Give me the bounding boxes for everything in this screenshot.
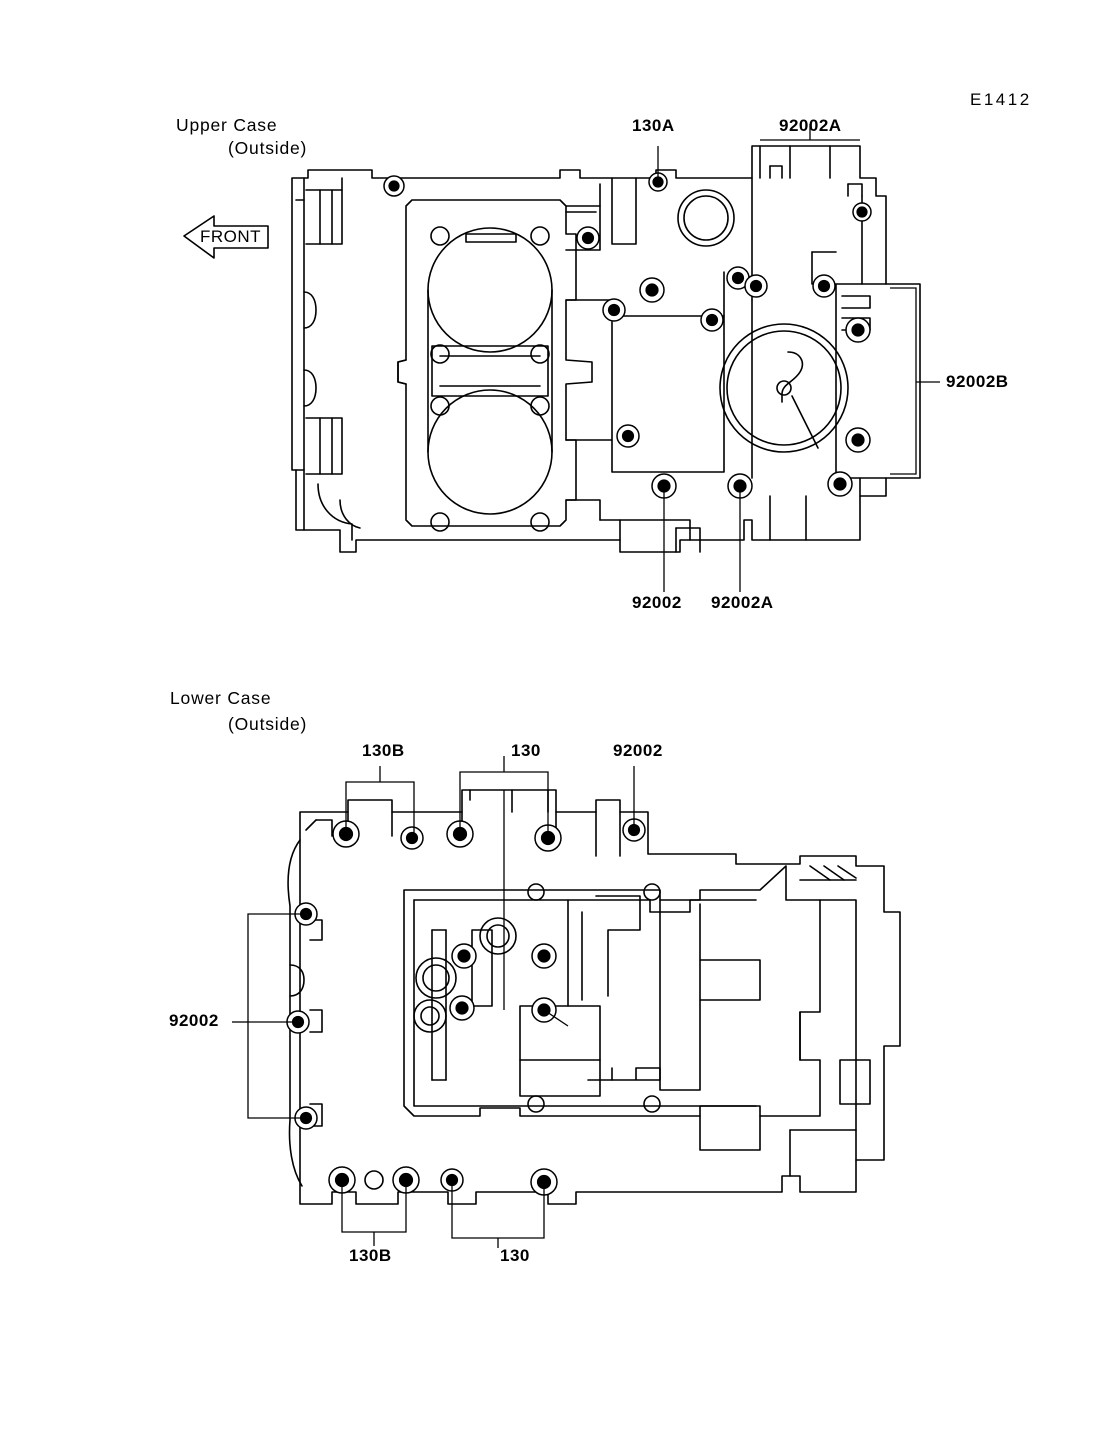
upper-case-title: Upper Case [176,115,278,135]
callout-130b-bottom: 130B [349,1246,392,1265]
lower-case-drawing [232,756,900,1248]
callout-130-bottom: 130 [500,1246,530,1265]
front-direction-label: FRONT [200,227,262,246]
lower-bolt-holes [287,819,660,1195]
upper-case-drawing [184,124,940,592]
sheet-code: E1412 [970,90,1032,109]
lower-case-title: Lower Case [170,688,272,708]
upper-callout-leaders [184,124,940,592]
lower-callout-leaders [232,756,634,1248]
callout-130a: 130A [632,116,675,135]
upper-bolt-holes [384,173,871,498]
lower-case-subtitle: (Outside) [228,714,308,734]
callout-92002a-bottom: 92002A [711,593,774,612]
upper-case-subtitle: (Outside) [228,138,308,158]
callout-92002-upper: 92002 [632,593,682,612]
callout-92002-lower-top: 92002 [613,741,663,760]
callout-92002b: 92002B [946,372,1009,391]
callout-130-top: 130 [511,741,541,760]
callout-130b-top: 130B [362,741,405,760]
callout-92002a-top: 92002A [779,116,842,135]
callout-92002-lower-left: 92002 [169,1011,219,1030]
